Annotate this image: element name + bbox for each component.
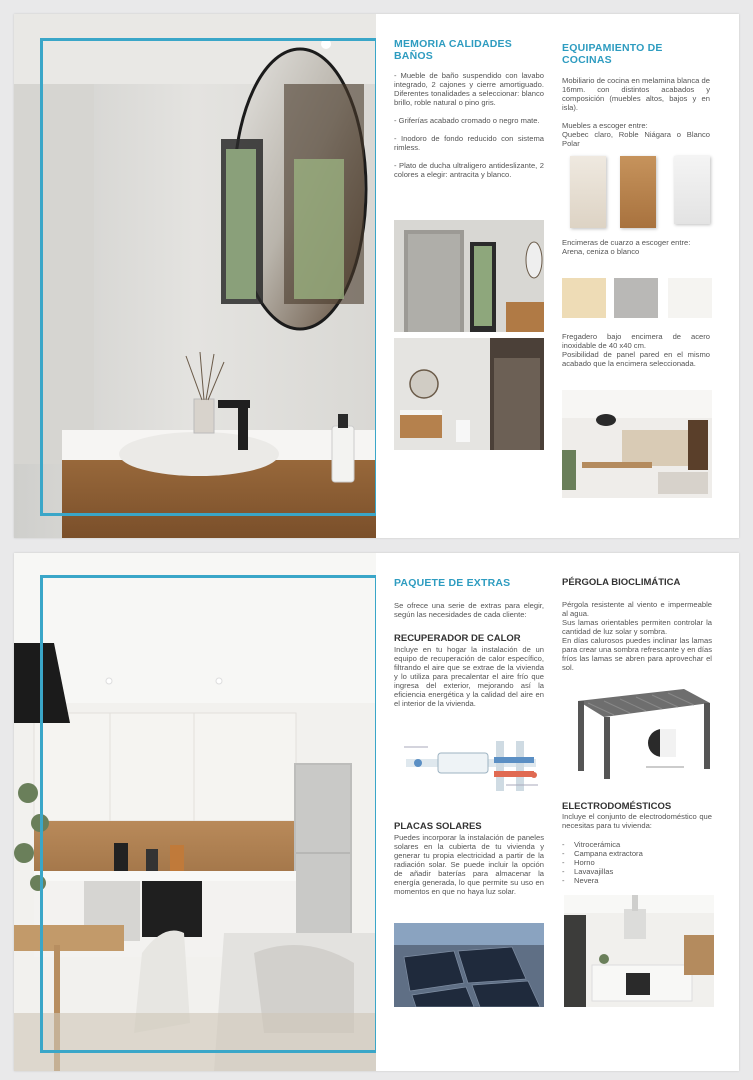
pergola-section: [562, 577, 712, 672]
brochure-page-bathrooms-kitchens: [14, 14, 739, 538]
appliance-item: - Vitrocerámica: [574, 840, 712, 849]
solar-title: PLACAS SOLARES: [394, 821, 482, 832]
countertop-section: [562, 238, 710, 256]
accent-frame: [40, 38, 376, 516]
extras-title: PAQUETE DE EXTRAS: [394, 577, 511, 589]
pergola-text-1: Pérgola resistente al viento e impermeable al agua.: [562, 600, 712, 618]
appliances-list: [562, 840, 712, 885]
appliances-photo: [564, 895, 714, 1007]
appliances-section: [562, 801, 712, 885]
brochure-page-extras: [14, 553, 739, 1071]
bathroom-shower-photo: [394, 220, 544, 332]
pergola-photo: [564, 681, 714, 783]
sink-section: [562, 332, 710, 368]
kitchen-photo: [14, 553, 376, 1071]
swatch-quebec-claro: [570, 156, 606, 228]
heat-recovery-text: Incluye en tu hogar la instalación de un equipo de recuperación de calor específico, filtrando el aire que se extrae de la vivienda y lo utiliza para precalentar el aire frío que ingresa del exterior, mejorando así la eficiencia energética y la calidad del aire en el interior de la vivienda.: [394, 645, 544, 708]
appliance-item: - Campana extractora: [574, 849, 712, 858]
kitchen-dining-photo: [562, 390, 712, 498]
appliance-item: - Lavavajillas: [574, 867, 712, 876]
appliance-item: - Horno: [574, 858, 712, 867]
swatch-arena: [562, 278, 606, 318]
solar-panels-photo: [394, 923, 544, 1007]
kitchen-text-4: Encimeras de cuarzo a escoger entre:: [562, 238, 691, 247]
solar-text: Puedes incorporar la instalación de paneles solares en la cubierta de tu vivienda y generar tu propia electricidad a partir de la radiación solar. Se puede incluir la opción de añadir baterías para almacenar la energía generada, lo que permite su uso en momentos en que no haya luz solar.: [394, 833, 544, 896]
bathroom-vanity-photo: [394, 338, 544, 450]
kitchen-text-5: Arena, ceniza o blanco: [562, 247, 640, 256]
kitchen-text-7: Posibilidad de panel pared en el mismo acabado que la encimera seleccionada.: [562, 350, 710, 368]
kitchen-text-3: Quebec claro, Roble Niágara o Blanco Polar: [562, 130, 710, 148]
swatch-roble-niagara: [620, 156, 656, 228]
bathroom-text-3: - Inodoro de fondo reducido con sistema rimless.: [394, 134, 544, 152]
heat-recovery-title: RECUPERADOR DE CALOR: [394, 633, 521, 644]
bathroom-section: [394, 38, 544, 179]
solar-section: [394, 821, 544, 896]
bathroom-title-line2: BAÑOS: [394, 50, 433, 62]
accent-frame: [40, 575, 376, 1053]
heat-recovery-diagram: [398, 735, 548, 797]
appliance-item: - Nevera: [574, 876, 712, 885]
kitchen-text-2: Muebles a escoger entre:: [562, 121, 648, 130]
extras-intro: Se ofrece una serie de extras para elegir, según las necesidades de cada cliente:: [394, 601, 544, 619]
swatch-blanco-polar: [674, 156, 710, 224]
swatch-ceniza: [614, 278, 658, 318]
pergola-text-2: Sus lamas orientables permiten controlar la cantidad de luz solar y sombra.: [562, 618, 712, 636]
kitchen-text-6: Fregadero bajo encimera de acero inoxidable de 40 x40 cm.: [562, 332, 710, 350]
pergola-title: PÉRGOLA BIOCLIMÁTICA: [562, 577, 681, 588]
kitchen-text-1: Mobiliario de cocina en melamina blanca de 16mm. con distintos acabados y composición (muebles altos, bajos y en isla).: [562, 76, 710, 112]
kitchen-title-line2: COCINAS: [562, 54, 612, 66]
extras-section: [394, 577, 544, 708]
bathroom-text-2: - Griferías acabado cromado o negro mate.: [394, 116, 540, 125]
kitchen-title-line1: EQUIPAMIENTO DE: [562, 42, 663, 54]
pergola-text-3: En días calurosos puedes inclinar las lamas para crear una sombra refrescante y en días fríos las lamas se abren para aprovechar el sol.: [562, 636, 712, 672]
kitchen-section: [562, 42, 710, 148]
swatch-blanco: [668, 278, 712, 318]
bathroom-title-line1: MEMORIA CALIDADES: [394, 38, 512, 50]
bathroom-text-4: - Plato de ducha ultraligero antideslizante, 2 colores a elegir: antracita y blanco.: [394, 161, 544, 179]
appliances-title: ELECTRODOMÉSTICOS: [562, 801, 672, 812]
appliances-text: Incluye el conjunto de electrodoméstico que necesitas para tu vivienda:: [562, 812, 712, 830]
bathroom-text-1: - Mueble de baño suspendido con lavabo integrado, 2 cajones y cierre amortiguado. Diferentes tonalidades a seleccionar: blanco brillo, roble natural o pino gris.: [394, 71, 544, 107]
bathroom-photo: [14, 14, 376, 538]
